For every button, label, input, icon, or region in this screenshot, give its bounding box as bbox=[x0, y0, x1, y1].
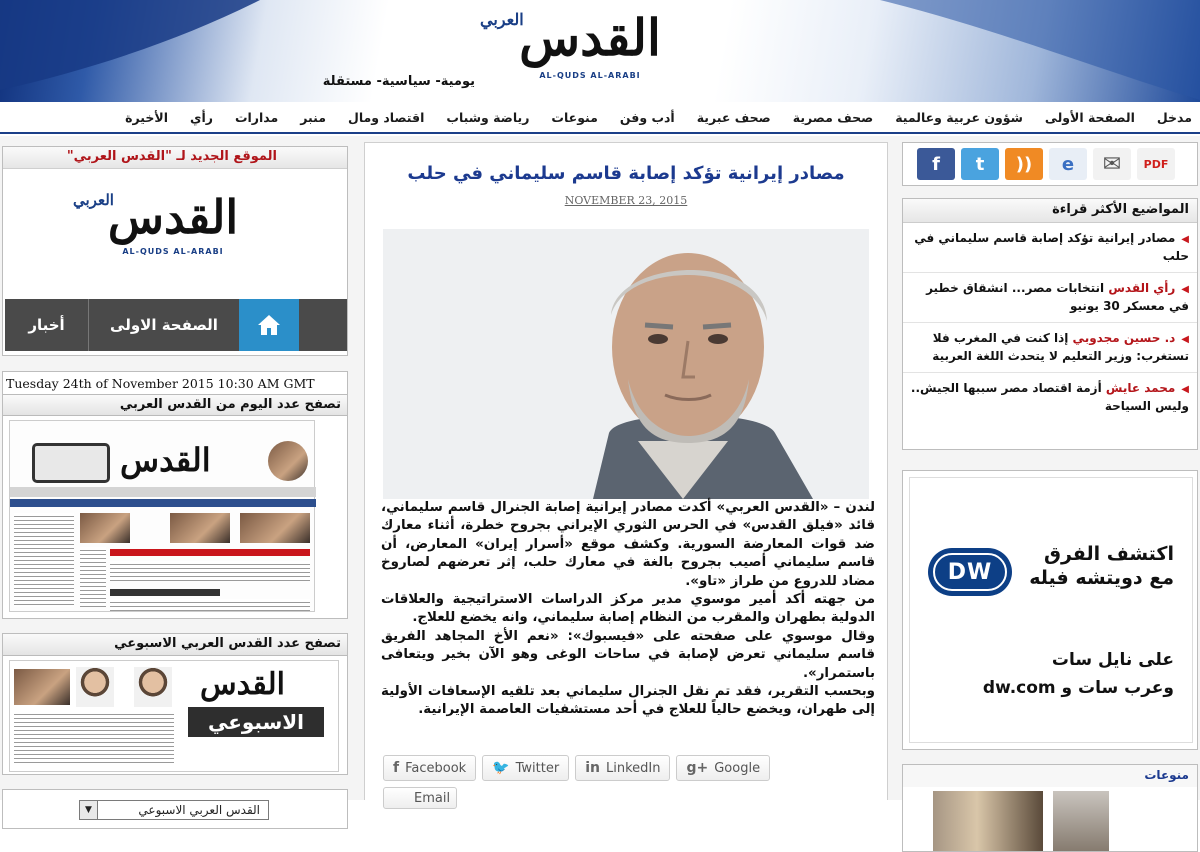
most-read-item[interactable] bbox=[903, 373, 1197, 422]
site-logo-small: العربي bbox=[73, 191, 114, 209]
paper-text-3 bbox=[80, 547, 106, 607]
article-body bbox=[381, 499, 875, 720]
variety-title[interactable]: منوعات bbox=[903, 765, 1197, 787]
ad-title bbox=[1029, 542, 1174, 590]
most-read-author: رأي القدس bbox=[1108, 281, 1176, 295]
masthead-tagline: يومية- سياسية- مستقلة bbox=[322, 74, 475, 89]
most-read-text: انتخابات مصر... انشقاق خطير في معسكر 30 يونيو bbox=[926, 281, 1189, 313]
paper-photo-2 bbox=[80, 513, 130, 543]
most-read-box bbox=[902, 198, 1198, 450]
home-icon bbox=[256, 313, 282, 337]
dw-logo bbox=[928, 548, 1012, 596]
most-read-item[interactable] bbox=[903, 323, 1197, 373]
current-date: Tuesday 24th of November 2015 10:30 AM GMT bbox=[6, 376, 315, 391]
article-paragraph: من جهته أكد أمير موسوي مدير مركز الدراسات الاستراتيجية والعلاقات الدولية بطهران والمقرب من النظام إصابة سليماني، وانه يخضع للعلاج. bbox=[381, 592, 875, 626]
most-read-item[interactable] bbox=[903, 273, 1197, 323]
paper-photo-1 bbox=[268, 441, 308, 481]
ad-frame bbox=[909, 477, 1193, 743]
linkedin-icon: in bbox=[585, 760, 600, 776]
variety-image-2[interactable] bbox=[1053, 791, 1109, 851]
dw-logo-text: DW bbox=[933, 553, 1007, 591]
nav-item-economy[interactable]: اقتصاد ومال bbox=[347, 109, 425, 125]
right-column bbox=[902, 142, 1198, 852]
weekly-face-2 bbox=[134, 667, 172, 707]
site-logo-en: AL-QUDS AL-ARABI bbox=[122, 247, 224, 256]
most-read-text: مصادر إيرانية تؤكد إصابة قاسم سليماني في حلب bbox=[914, 231, 1189, 263]
nav-item-sports[interactable]: رياضة وشباب bbox=[446, 109, 530, 125]
facebook-icon: f bbox=[393, 760, 400, 776]
site-logo[interactable] bbox=[43, 187, 303, 256]
nav-item-last[interactable]: الأخيرة bbox=[125, 109, 169, 125]
nav-item-variety[interactable]: منوعات bbox=[551, 109, 598, 125]
weekly-select-row bbox=[2, 789, 348, 829]
new-site-box bbox=[2, 146, 348, 356]
bullet-icon: ◀ bbox=[1181, 284, 1189, 295]
weekly-badge: الاسبوعي bbox=[188, 707, 324, 737]
paper-band-blue bbox=[10, 499, 316, 507]
share-twitter-label: Twitter bbox=[515, 760, 560, 776]
rss-icon[interactable]: )) bbox=[1005, 148, 1043, 180]
most-read-text: أزمة اقتصاد مصر سببها الجيش.. وليس السياحة bbox=[910, 381, 1189, 413]
ad-subtitle-line-2: وعرب سات و dw.com bbox=[982, 678, 1174, 698]
most-read-text: إذا كنت في المغرب فلا تستغرب: وزير التعليم لا يتحدث اللغة العربية bbox=[932, 331, 1189, 363]
weekly-photo bbox=[14, 669, 70, 705]
most-read-author: د. حسين مجدوبي bbox=[1072, 331, 1176, 345]
facebook-icon[interactable]: f bbox=[917, 148, 955, 180]
weekly-issue-thumbnail[interactable] bbox=[9, 660, 339, 772]
masthead-logo-small: العربي bbox=[480, 10, 524, 29]
article-paragraph: وبحسب التقرير، فقد تم نقل الجنرال سليماني بعد تلقيه الإسعافات الأولية إلى طهران، ويخضع حالياً للعلاج في أحد مستشفيات العاصمة الإيرانية. bbox=[381, 684, 875, 718]
ad-title-line-2: مع دويتشه فيله bbox=[1029, 567, 1174, 589]
today-issue-thumbnail[interactable] bbox=[9, 420, 315, 612]
most-read-author: محمد عايش bbox=[1105, 381, 1176, 395]
share-email-button[interactable]: Email bbox=[383, 787, 457, 809]
home-button[interactable] bbox=[239, 299, 299, 351]
weekly-logo: القدس bbox=[200, 667, 286, 702]
share-linkedin-label: LinkedIn bbox=[605, 760, 661, 776]
weekly-issue-box bbox=[2, 633, 348, 775]
today-issue-box bbox=[2, 371, 348, 619]
share-buttons bbox=[383, 755, 770, 781]
weekly-issue-title[interactable]: تصفح عدد القدس العربي الاسبوعي bbox=[3, 634, 347, 656]
quick-links-fill bbox=[299, 299, 347, 351]
nav-item-arab-world[interactable]: شؤون عربية وعالمية bbox=[895, 109, 1023, 125]
masthead-logo-main: القدس bbox=[519, 8, 661, 67]
portrait-image bbox=[383, 229, 869, 499]
pdf-icon[interactable]: PDF bbox=[1137, 148, 1175, 180]
share-linkedin-button[interactable] bbox=[575, 755, 670, 781]
bullet-icon: ◀ bbox=[1181, 334, 1189, 345]
variety-image-1[interactable] bbox=[933, 791, 1043, 851]
messenger-icon[interactable]: e bbox=[1049, 148, 1087, 180]
article-paragraph: لندن – «القدس العربي» أكدت مصادر إيرانية إصابة الجنرال قاسم سليماني، قائد «فيلق القدس» في الحرس الثوري الإيراني بجروح خطرة، أثناء معارك ضد قوات المعارضة السورية. وكشف موقع «أسرار إيران» المعارض، أن قاسم سليماني أصيب بجروح بالغة في معارك حلب، إثر تعرضهم لصاروخ مضاد للدروع من طراز «تاو». bbox=[381, 500, 875, 589]
share-google-button[interactable] bbox=[676, 755, 770, 781]
paper-photo-3 bbox=[240, 513, 310, 543]
ad-subtitle bbox=[983, 646, 1174, 702]
dw-advertisement[interactable] bbox=[902, 470, 1198, 750]
nav-item-literature-art[interactable]: أدب وفن bbox=[619, 109, 675, 125]
share-facebook-button[interactable] bbox=[383, 755, 476, 781]
paper-headline bbox=[110, 549, 310, 556]
nav-item-opinion[interactable]: رأي bbox=[190, 109, 213, 125]
article-photo bbox=[383, 229, 869, 499]
nav-item-front-page[interactable]: الصفحة الأولى bbox=[1044, 109, 1135, 125]
variety-box bbox=[902, 764, 1198, 852]
nav-item-orbits[interactable]: مدارات bbox=[234, 109, 279, 125]
masthead bbox=[0, 0, 1200, 102]
tablet-image bbox=[32, 443, 110, 483]
masthead-logo-en: AL-QUDS AL-ARABI bbox=[539, 71, 641, 80]
twitter-icon: 🐦 bbox=[492, 760, 510, 776]
nav-item-platform[interactable]: منبر bbox=[300, 109, 326, 125]
left-column bbox=[2, 146, 348, 829]
twitter-icon[interactable]: t bbox=[961, 148, 999, 180]
paper-text-1 bbox=[14, 513, 74, 607]
masthead-logo[interactable] bbox=[470, 6, 710, 94]
article bbox=[364, 142, 888, 806]
weekly-face-1 bbox=[76, 667, 114, 707]
share-twitter-button[interactable] bbox=[482, 755, 569, 781]
main-nav bbox=[0, 102, 1200, 134]
today-issue-title[interactable]: تصفح عدد اليوم من القدس العربي bbox=[3, 394, 347, 416]
article-paragraph: وقال موسوي على صفحته على «فيسبوك»: «نعم الأخ المجاهد الفريق قاسم سليماني تعرض لإصابة في ساحات الوغى وهو الآن بخير ويتعافى باستمرار». bbox=[381, 628, 875, 681]
paper-text-2 bbox=[110, 561, 310, 581]
ad-subtitle-line-1: على نايل سات bbox=[1051, 650, 1174, 670]
ad-title-line-1: اكتشف الفرق bbox=[1043, 543, 1174, 565]
new-site-link[interactable]: الموقع الجديد لـ "القدس العربي" bbox=[3, 147, 347, 169]
most-read-title: المواضيع الأكثر قراءة bbox=[903, 199, 1197, 223]
bullet-icon: ◀ bbox=[1181, 384, 1189, 395]
quick-links bbox=[5, 299, 347, 351]
chevron-down-icon[interactable]: ▼ bbox=[80, 801, 98, 819]
social-icons bbox=[902, 142, 1198, 186]
article-title[interactable]: مصادر إيرانية تؤكد إصابة قاسم سليماني في حلب bbox=[407, 163, 845, 184]
most-read-item[interactable] bbox=[903, 223, 1197, 273]
paper-photo-4 bbox=[170, 513, 230, 543]
nav-item-hebrew-press[interactable]: صحف عبرية bbox=[696, 109, 771, 125]
nav-item-egyptian-press[interactable]: صحف مصرية bbox=[792, 109, 874, 125]
paper-logo: القدس bbox=[120, 441, 211, 479]
weekly-text-1 bbox=[14, 711, 174, 763]
site-logo-main: القدس bbox=[107, 190, 239, 244]
bullet-icon: ◀ bbox=[1181, 234, 1189, 245]
google-plus-icon: g+ bbox=[686, 760, 709, 776]
paper-text-4 bbox=[110, 599, 310, 611]
weekly-select-value: القدس العربي الاسبوعي bbox=[138, 803, 260, 817]
paper-band bbox=[10, 487, 316, 497]
email-icon[interactable]: ✉ bbox=[1093, 148, 1131, 180]
front-page-button[interactable]: الصفحة الاولى bbox=[89, 299, 239, 351]
share-google-label: Google bbox=[714, 760, 761, 776]
article-date: NOVEMBER 23, 2015 bbox=[564, 194, 688, 207]
news-button[interactable]: أخبار bbox=[5, 299, 89, 351]
paper-headline-2 bbox=[110, 589, 220, 596]
nav-item-entry[interactable]: مدخل bbox=[1156, 109, 1192, 125]
share-facebook-label: Facebook bbox=[405, 760, 467, 776]
weekly-select[interactable] bbox=[79, 800, 269, 820]
